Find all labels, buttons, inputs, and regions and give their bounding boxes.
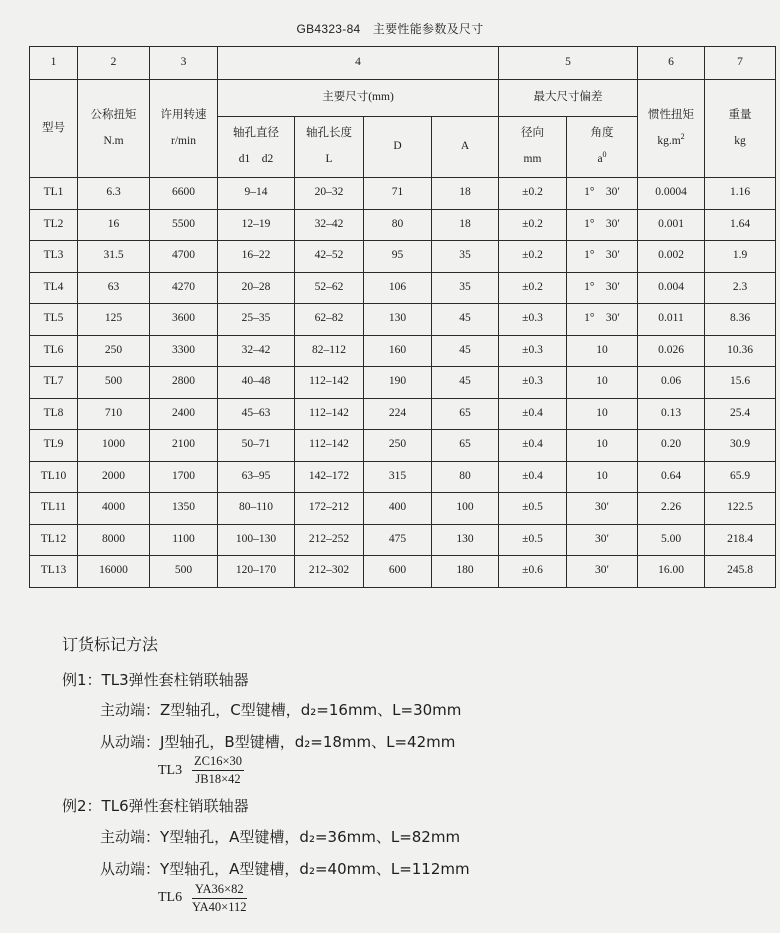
- cell-angle-dev: 30′: [567, 556, 638, 588]
- table-row: [30, 398, 776, 430]
- header-max-dev: 最大尺寸偏差: [499, 80, 638, 117]
- cell-a: 18: [432, 209, 499, 241]
- cell-inertia: 0.004: [638, 272, 705, 304]
- cell-bore-dia: 120–170: [218, 556, 295, 588]
- cell-torque: 2000: [78, 461, 150, 493]
- header-bore-dia-sym: d1 d2: [238, 153, 274, 165]
- table-row: [30, 524, 776, 556]
- cell-radial-dev: ±0.2: [499, 241, 567, 273]
- cell-radial-dev: ±0.4: [499, 461, 567, 493]
- cell-speed: 6600: [150, 178, 218, 210]
- header-speed-unit: r/min: [171, 134, 196, 147]
- header-A: A: [432, 117, 499, 178]
- cell-d: 400: [364, 493, 432, 525]
- cell-angle-dev: 1° 30′: [567, 272, 638, 304]
- cell-speed: 1350: [150, 493, 218, 525]
- cell-torque: 500: [78, 367, 150, 399]
- cell-radial-dev: ±0.5: [499, 493, 567, 525]
- header-angle-label: 角度: [590, 127, 614, 140]
- table-row: [30, 367, 776, 399]
- cell-model: TL11: [30, 493, 78, 525]
- header-weight: [705, 80, 776, 178]
- cell-a: 180: [432, 556, 499, 588]
- cell-weight: 122.5: [705, 493, 776, 525]
- cell-d: 600: [364, 556, 432, 588]
- header-speed-label: 许用转速: [160, 108, 207, 121]
- cell-a: 45: [432, 304, 499, 336]
- cell-weight: 65.9: [705, 461, 776, 493]
- cell-bore-dia: 40–48: [218, 367, 295, 399]
- cell-weight: 218.4: [705, 524, 776, 556]
- cell-inertia: 5.00: [638, 524, 705, 556]
- header-weight-unit: kg: [734, 134, 746, 147]
- col-number: 5: [499, 47, 638, 80]
- header-angle-unit-wrap: [567, 150, 637, 167]
- cell-bore-dia: 63–95: [218, 461, 295, 493]
- cell-weight: 245.8: [705, 556, 776, 588]
- cell-d: 315: [364, 461, 432, 493]
- cell-a: 45: [432, 367, 499, 399]
- cell-bore-dia: 9–14: [218, 178, 295, 210]
- cell-bore-len: 172–212: [295, 493, 364, 525]
- table-row: [30, 178, 776, 210]
- cell-inertia: 0.13: [638, 398, 705, 430]
- header-angle-sup: 0: [602, 150, 607, 159]
- example1-numerator: ZC16×30: [192, 754, 244, 771]
- cell-speed: 2800: [150, 367, 218, 399]
- cell-weight: 8.36: [705, 304, 776, 336]
- cell-d: 130: [364, 304, 432, 336]
- example2-model: TL6: [158, 890, 183, 905]
- cell-speed: 4700: [150, 241, 218, 273]
- cell-angle-dev: 1° 30′: [567, 178, 638, 210]
- cell-bore-dia: 100–130: [218, 524, 295, 556]
- header-bore-dia-label: 轴孔直径: [233, 127, 279, 140]
- header-main-dims: 主要尺寸(mm): [218, 80, 499, 117]
- table-row: [30, 556, 776, 588]
- cell-weight: 1.64: [705, 209, 776, 241]
- cell-torque: 63: [78, 272, 150, 304]
- header-bore-len-sym: L: [325, 153, 333, 165]
- cell-inertia: 0.011: [638, 304, 705, 336]
- cell-inertia: 0.026: [638, 335, 705, 367]
- header-angle: [567, 117, 638, 178]
- cell-model: TL6: [30, 335, 78, 367]
- header-torque-label: 公称扭矩: [90, 108, 137, 121]
- header-inertia-sup: 2: [680, 131, 685, 141]
- cell-weight: 30.9: [705, 430, 776, 462]
- cell-torque: 8000: [78, 524, 150, 556]
- cell-a: 35: [432, 241, 499, 273]
- cell-model: TL8: [30, 398, 78, 430]
- cell-speed: 1100: [150, 524, 218, 556]
- col-number: 2: [78, 47, 150, 80]
- cell-model: TL1: [30, 178, 78, 210]
- cell-bore-len: 212–302: [295, 556, 364, 588]
- header-D: D: [364, 117, 432, 178]
- cell-speed: 500: [150, 556, 218, 588]
- cell-bore-len: 112–142: [295, 430, 364, 462]
- col-number: 3: [150, 47, 218, 80]
- col-number: 7: [705, 47, 776, 80]
- cell-a: 18: [432, 178, 499, 210]
- cell-torque: 4000: [78, 493, 150, 525]
- example2-title: 例2：TL6弹性套柱销联轴器: [62, 797, 249, 815]
- col-number: 4: [218, 47, 499, 80]
- cell-weight: 10.36: [705, 335, 776, 367]
- cell-speed: 2100: [150, 430, 218, 462]
- table-row: [30, 335, 776, 367]
- cell-model: TL9: [30, 430, 78, 462]
- example1-driven-end: 从动端：J型轴孔，B型键槽，d₂=18mm、L=42mm: [100, 733, 456, 751]
- cell-torque: 6.3: [78, 178, 150, 210]
- cell-radial-dev: ±0.3: [499, 335, 567, 367]
- cell-speed: 3600: [150, 304, 218, 336]
- cell-model: TL5: [30, 304, 78, 336]
- cell-radial-dev: ±0.2: [499, 178, 567, 210]
- example2-numerator: YA36×82: [192, 882, 247, 899]
- example1-fraction: [192, 754, 244, 787]
- cell-inertia: 16.00: [638, 556, 705, 588]
- cell-bore-len: 20–32: [295, 178, 364, 210]
- cell-angle-dev: 30′: [567, 493, 638, 525]
- cell-angle-dev: 10: [567, 367, 638, 399]
- cell-bore-len: 142–172: [295, 461, 364, 493]
- cell-weight: 1.16: [705, 178, 776, 210]
- cell-a: 65: [432, 430, 499, 462]
- col-number: 6: [638, 47, 705, 80]
- cell-torque: 710: [78, 398, 150, 430]
- header-weight-label: 重量: [728, 108, 752, 121]
- cell-torque: 250: [78, 335, 150, 367]
- header-radial-label: 径向: [521, 127, 544, 140]
- example2-drive-end: 主动端：Y型轴孔，A型键槽，d₂=36mm、L=82mm: [100, 828, 461, 846]
- cell-d: 80: [364, 209, 432, 241]
- cell-a: 35: [432, 272, 499, 304]
- cell-bore-dia: 45–63: [218, 398, 295, 430]
- header-bore-dia: [218, 117, 295, 178]
- table-row: [30, 493, 776, 525]
- cell-bore-dia: 12–19: [218, 209, 295, 241]
- cell-inertia: 0.20: [638, 430, 705, 462]
- column-number-row: [30, 47, 776, 80]
- cell-bore-dia: 80–110: [218, 493, 295, 525]
- example2-driven-end: 从动端：Y型轴孔，A型键槽，d₂=40mm、L=112mm: [100, 860, 470, 878]
- cell-radial-dev: ±0.6: [499, 556, 567, 588]
- cell-inertia: 0.64: [638, 461, 705, 493]
- cell-bore-len: 52–62: [295, 272, 364, 304]
- cell-bore-len: 32–42: [295, 209, 364, 241]
- cell-torque: 31.5: [78, 241, 150, 273]
- header-model: 型号: [30, 80, 78, 178]
- cell-weight: 25.4: [705, 398, 776, 430]
- cell-model: TL12: [30, 524, 78, 556]
- cell-speed: 2400: [150, 398, 218, 430]
- cell-model: TL7: [30, 367, 78, 399]
- cell-bore-dia: 20–28: [218, 272, 295, 304]
- cell-angle-dev: 1° 30′: [567, 241, 638, 273]
- cell-bore-len: 112–142: [295, 367, 364, 399]
- cell-d: 475: [364, 524, 432, 556]
- cell-angle-dev: 1° 30′: [567, 304, 638, 336]
- table-row: [30, 241, 776, 273]
- cell-inertia: 2.26: [638, 493, 705, 525]
- cell-model: TL2: [30, 209, 78, 241]
- cell-d: 95: [364, 241, 432, 273]
- cell-model: TL13: [30, 556, 78, 588]
- header-row: [30, 80, 776, 117]
- cell-speed: 5500: [150, 209, 218, 241]
- example1-drive-end: 主动端：Z型轴孔，C型键槽，d₂=16mm、L=30mm: [100, 701, 462, 719]
- cell-inertia: 0.001: [638, 209, 705, 241]
- table-row: [30, 461, 776, 493]
- cell-radial-dev: ±0.2: [499, 209, 567, 241]
- cell-torque: 125: [78, 304, 150, 336]
- example1-title: 例1：TL3弹性套柱销联轴器: [62, 671, 249, 689]
- header-angle-unit: a: [597, 153, 603, 165]
- cell-model: TL4: [30, 272, 78, 304]
- table-row: [30, 209, 776, 241]
- order-heading: 订货标记方法: [62, 635, 159, 654]
- example2-denominator: YA40×112: [192, 900, 247, 914]
- header-inertia: [638, 80, 705, 178]
- header-bore-len-label: 轴孔长度: [306, 127, 352, 140]
- cell-speed: 3300: [150, 335, 218, 367]
- cell-inertia: 0.06: [638, 367, 705, 399]
- cell-radial-dev: ±0.4: [499, 398, 567, 430]
- cell-speed: 4270: [150, 272, 218, 304]
- header-radial: [499, 117, 567, 178]
- cell-bore-len: 212–252: [295, 524, 364, 556]
- cell-a: 45: [432, 335, 499, 367]
- parameter-table: [29, 46, 776, 588]
- cell-angle-dev: 30′: [567, 524, 638, 556]
- cell-angle-dev: 10: [567, 461, 638, 493]
- cell-weight: 15.6: [705, 367, 776, 399]
- cell-d: 224: [364, 398, 432, 430]
- cell-radial-dev: ±0.2: [499, 272, 567, 304]
- cell-bore-len: 112–142: [295, 398, 364, 430]
- table-row: [30, 430, 776, 462]
- cell-bore-dia: 32–42: [218, 335, 295, 367]
- cell-a: 130: [432, 524, 499, 556]
- cell-d: 160: [364, 335, 432, 367]
- cell-angle-dev: 1° 30′: [567, 209, 638, 241]
- cell-radial-dev: ±0.3: [499, 304, 567, 336]
- cell-a: 80: [432, 461, 499, 493]
- cell-angle-dev: 10: [567, 398, 638, 430]
- header-inertia-unit-wrap: [638, 131, 704, 149]
- cell-weight: 2.3: [705, 272, 776, 304]
- cell-bore-len: 62–82: [295, 304, 364, 336]
- cell-torque: 1000: [78, 430, 150, 462]
- header-torque-unit: N.m: [103, 134, 124, 147]
- cell-angle-dev: 10: [567, 335, 638, 367]
- header-inertia-label: 惯性扭矩: [648, 108, 694, 121]
- cell-torque: 16000: [78, 556, 150, 588]
- cell-model: TL10: [30, 461, 78, 493]
- cell-bore-len: 82–112: [295, 335, 364, 367]
- cell-speed: 1700: [150, 461, 218, 493]
- table-row: [30, 304, 776, 336]
- cell-torque: 16: [78, 209, 150, 241]
- header-inertia-unit: kg.m: [657, 134, 681, 147]
- table-body: [30, 178, 776, 588]
- cell-d: 106: [364, 272, 432, 304]
- cell-d: 71: [364, 178, 432, 210]
- example2-fraction: [192, 882, 247, 915]
- cell-inertia: 0.0004: [638, 178, 705, 210]
- cell-model: TL3: [30, 241, 78, 273]
- cell-radial-dev: ±0.5: [499, 524, 567, 556]
- cell-a: 65: [432, 398, 499, 430]
- cell-radial-dev: ±0.4: [499, 430, 567, 462]
- cell-radial-dev: ±0.3: [499, 367, 567, 399]
- cell-angle-dev: 10: [567, 430, 638, 462]
- header-bore-len: [295, 117, 364, 178]
- cell-inertia: 0.002: [638, 241, 705, 273]
- table-row: [30, 272, 776, 304]
- cell-bore-len: 42–52: [295, 241, 364, 273]
- example1-denominator: JB18×42: [195, 772, 241, 786]
- cell-a: 100: [432, 493, 499, 525]
- col-number: 1: [30, 47, 78, 80]
- header-radial-unit: mm: [523, 153, 542, 165]
- header-torque: [78, 80, 150, 178]
- example1-model: TL3: [158, 763, 183, 778]
- page-title: GB4323-84 主要性能参数及尺寸: [296, 22, 484, 36]
- cell-weight: 1.9: [705, 241, 776, 273]
- cell-bore-dia: 16–22: [218, 241, 295, 273]
- header-speed: [150, 80, 218, 178]
- cell-d: 250: [364, 430, 432, 462]
- cell-bore-dia: 50–71: [218, 430, 295, 462]
- cell-d: 190: [364, 367, 432, 399]
- cell-bore-dia: 25–35: [218, 304, 295, 336]
